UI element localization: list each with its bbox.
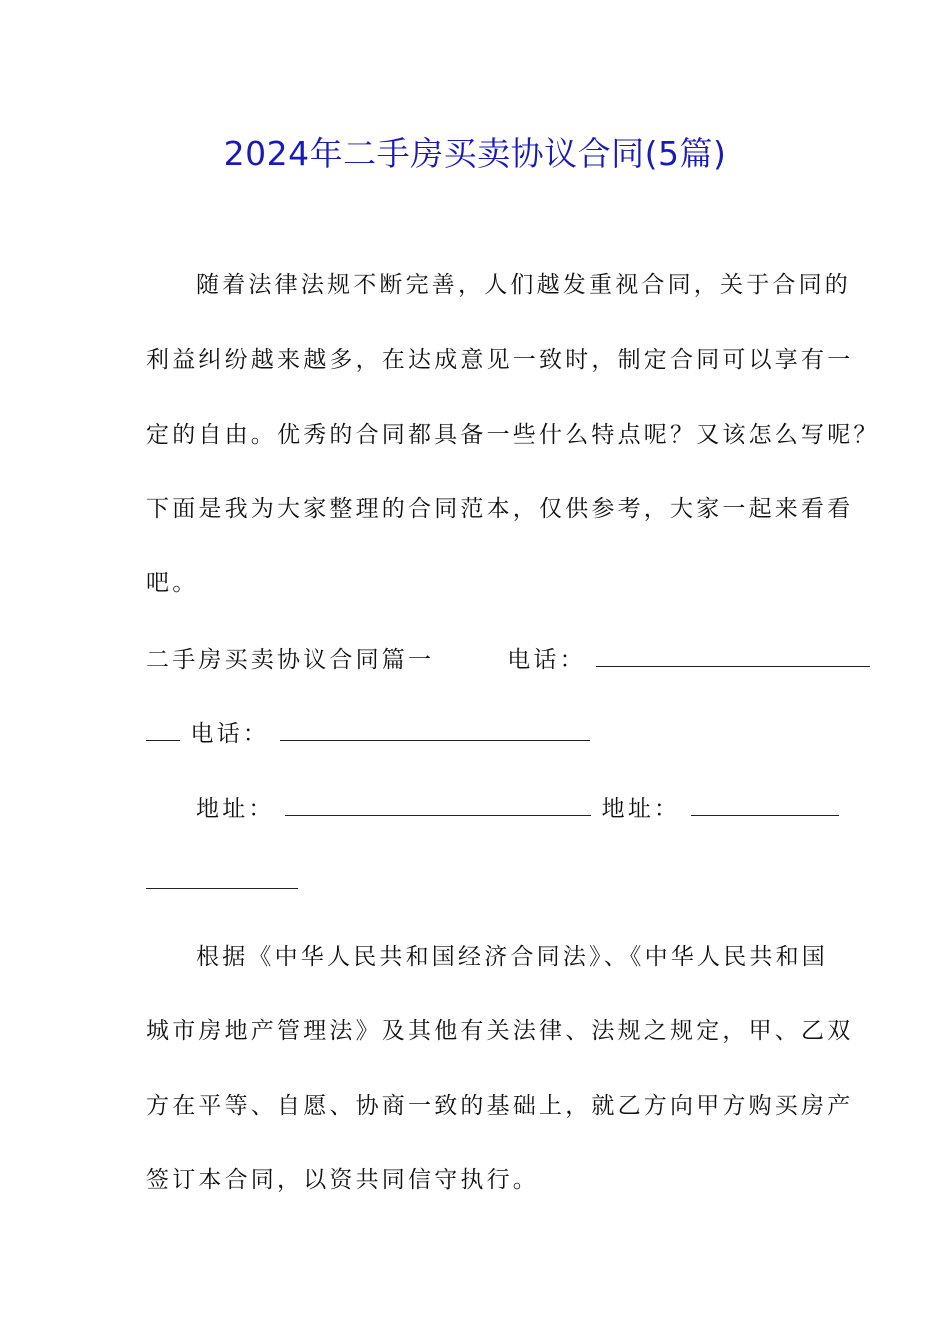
- address-blank-2: [691, 793, 839, 816]
- section-heading: 二手房买卖协议合同篇一: [146, 647, 435, 673]
- phone-blank-1: [596, 644, 870, 667]
- address-blank-1: [285, 793, 591, 816]
- phone-blank-2: [280, 718, 590, 741]
- intro-line-3: 定的自由。优秀的合同都具备一些什么特点呢？又该怎么写呢？: [146, 422, 880, 448]
- address-label-2: 地址：: [601, 796, 681, 822]
- section-heading-row: [146, 644, 816, 675]
- body-line-2: 城市房地产管理法》及其他有关法律、法规之规定，甲、乙双: [146, 1018, 854, 1044]
- address-continuation-row: [146, 866, 816, 897]
- document-title: 2024年二手房买卖协议合同(5篇): [223, 134, 727, 173]
- phone-label-1: 电话：: [507, 647, 586, 673]
- intro-line-5: 吧。: [146, 570, 199, 596]
- phone-label-2: 电话：: [190, 721, 270, 747]
- body-line-3: 方在平等、自愿、协商一致的基础上，就乙方向甲方购买房产: [146, 1093, 854, 1119]
- body-line-1: 根据《中华人民共和国经济合同法》、《中华人民共和国: [196, 944, 828, 970]
- intro-line-4: 下面是我为大家整理的合同范本，仅供参考，大家一起来看看: [146, 496, 854, 522]
- address-label-1: 地址：: [196, 796, 275, 822]
- address-blank-3: [146, 866, 298, 889]
- phone-row-2: [146, 718, 816, 749]
- body-line-4: 签订本合同，以资共同信守执行。: [146, 1167, 539, 1193]
- intro-line-2: 利益纠纷越来越多，在达成意见一致时，制定合同可以享有一: [146, 347, 854, 373]
- name-blank: [146, 718, 180, 741]
- intro-line-1: 随着法律法规不断完善，人们越发重视合同，关于合同的: [196, 272, 851, 298]
- address-row: [196, 793, 866, 824]
